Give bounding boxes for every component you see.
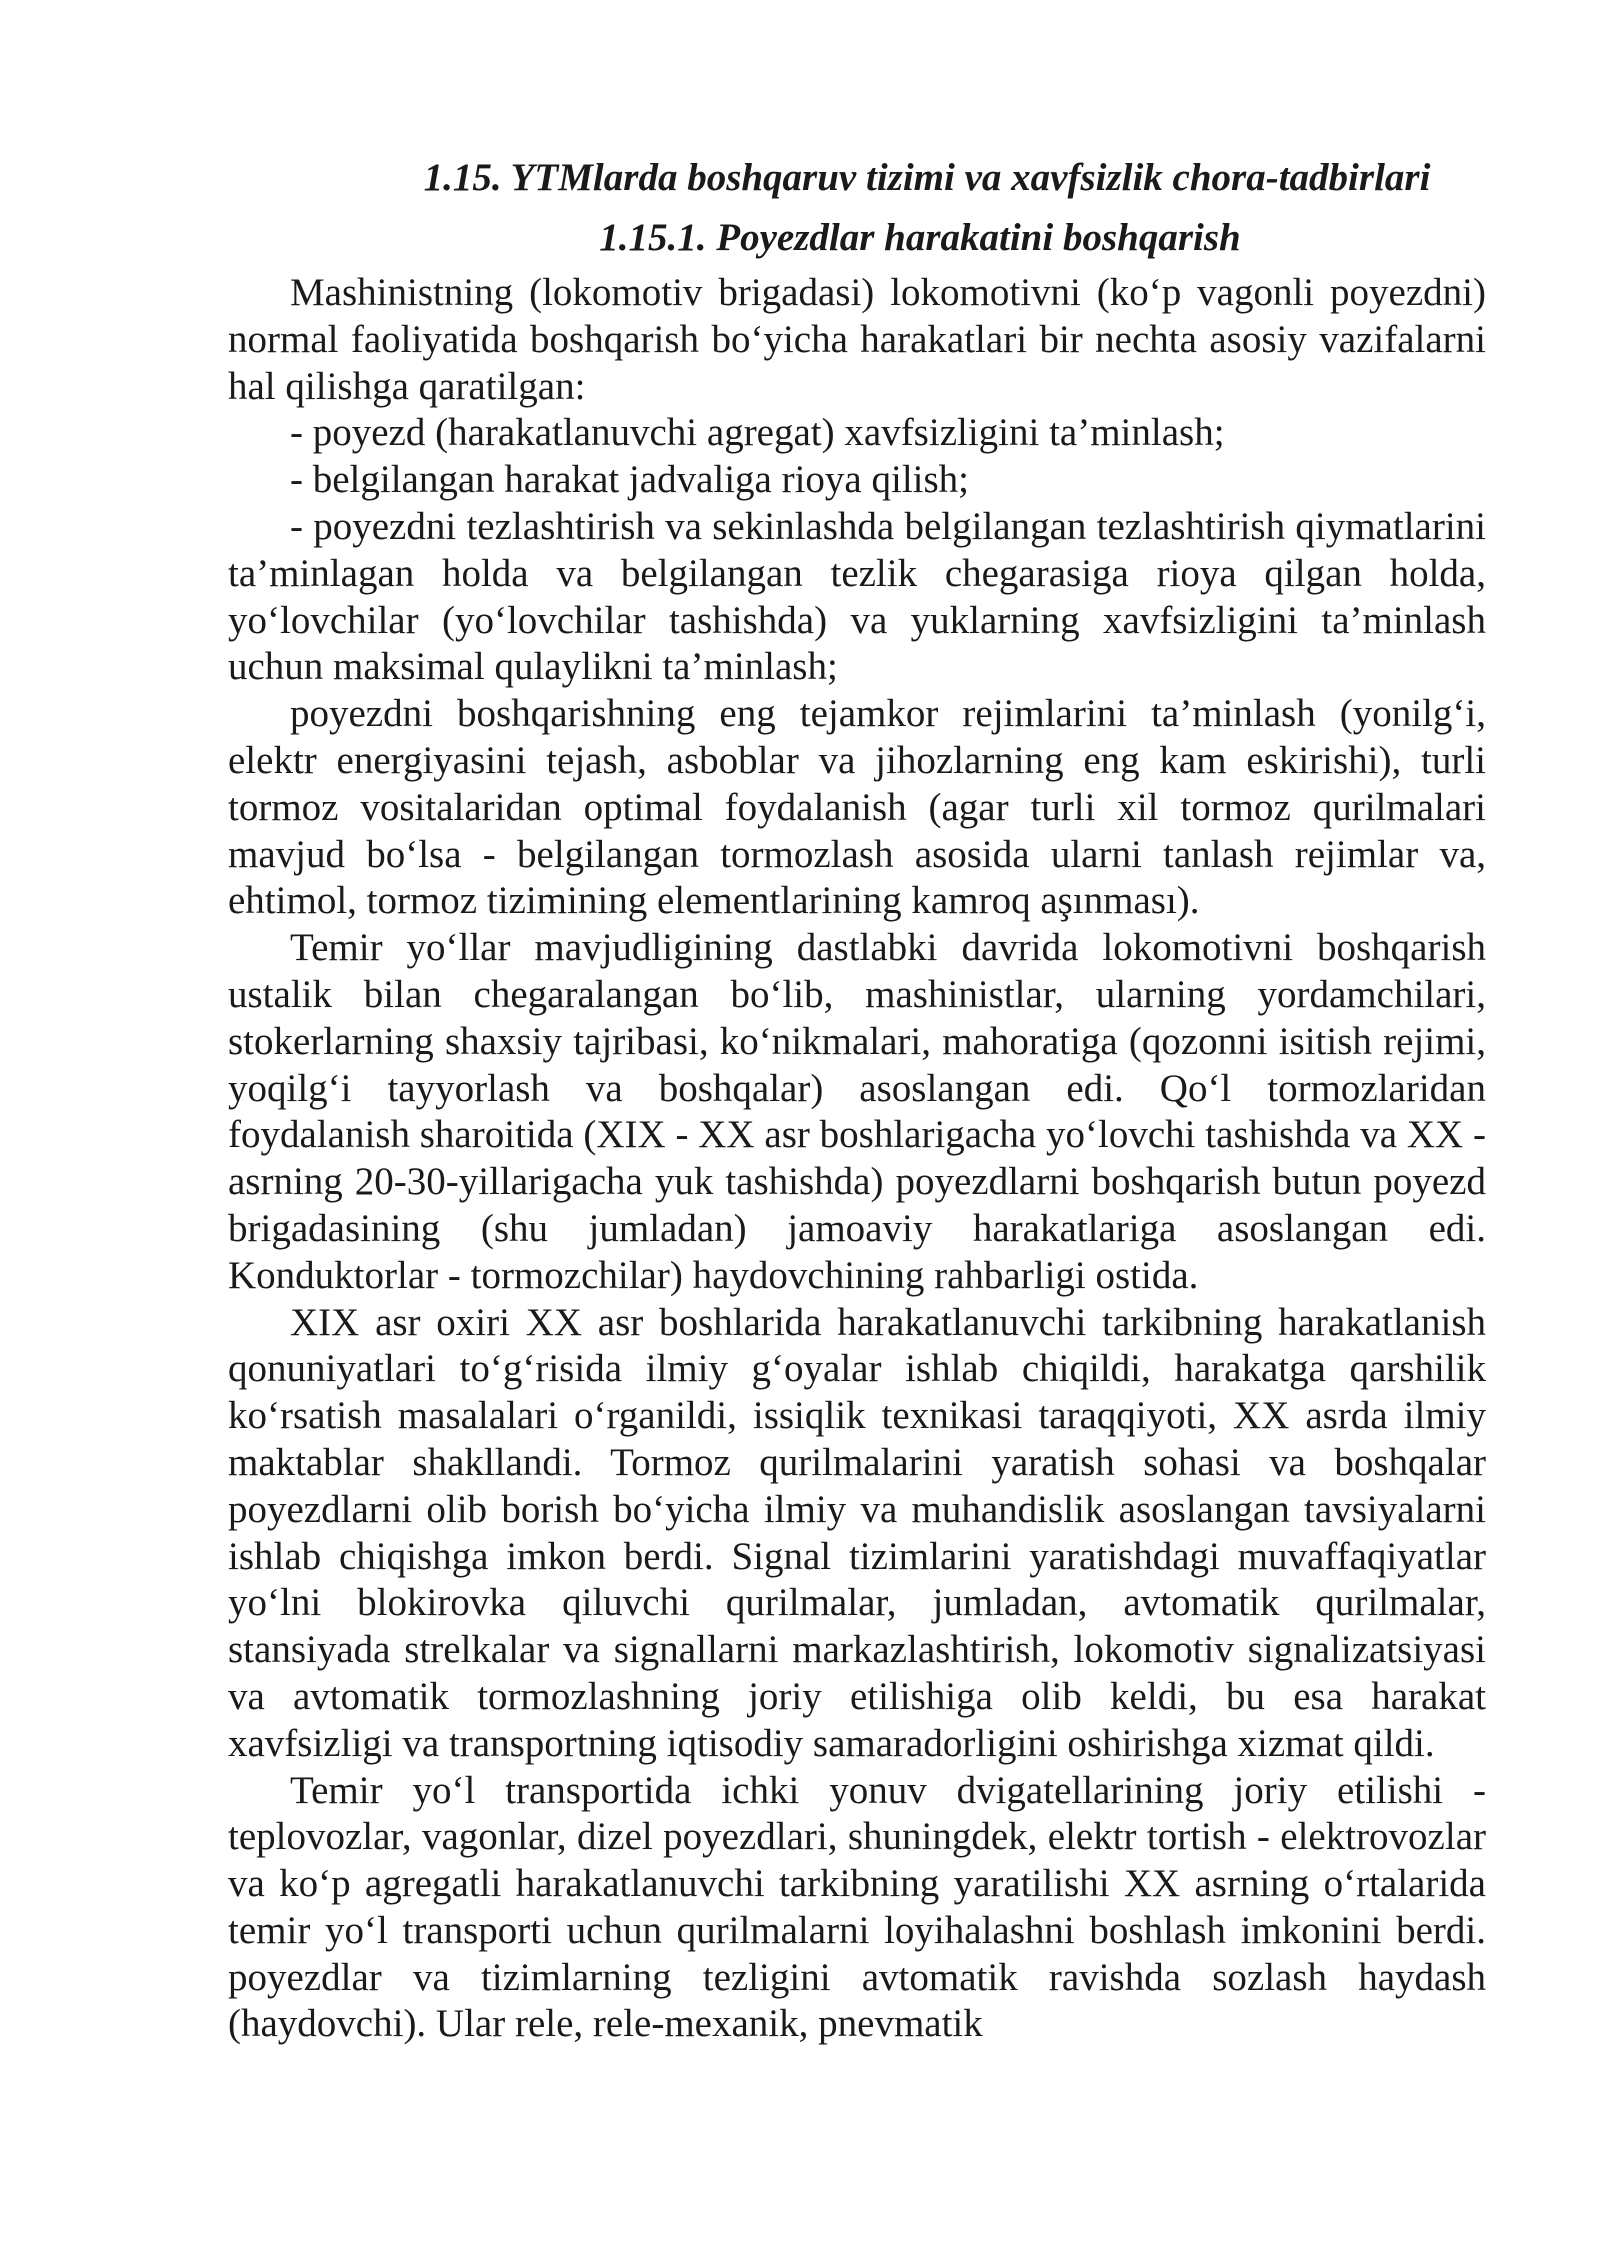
list-item: - poyezdni tezlashtirish va sekinlashda belgilangan tezlashtirish qiymatlarini ta’minlagan holda va belgilangan tezlik chegarasiga rioya qilgan holda, yo‘lovchilar (yo‘lovchilar tashishda) va yuklarning xavfsizligini ta’minlash uchun maksimal qulaylikni ta’minlash;	[228, 504, 1486, 689]
body-paragraph: Temir yo‘l transportida ichki yonuv dvigatellarining joriy etilishi - teplovozlar, vagonlar, dizel poyezdlari, shuningdek, elektr tortish - elektrovozlar va ko‘p agregatli harakatlanuvchi tarkibning yaratilishi XX asrning o‘rtalarida temir yo‘l transporti uchun qurilmalarni loyihalashni boshlash imkonini berdi. poyezdlar va tizimlarning tezligini avtomatik ravishda sozlash haydash (haydovchi). Ular rele, rele-mexanik, pnevmatik	[228, 1768, 1486, 2046]
intro-paragraph: Mashinistning (lokomotiv brigadasi) lokomotivni (ko‘p vagonli poyezdni) normal faoliyatida boshqarish bo‘yicha harakatlari bir nechta asosiy vazifalarni hal qilishga qaratilgan:	[228, 271, 1486, 408]
subsection-title: 1.15.1. Poyezdlar harakatini boshqarish	[599, 216, 1241, 259]
list-item: - poyezd (harakatlanuvchi agregat) xavfsizligini ta’minlash;	[290, 411, 1225, 455]
body-paragraph: poyezdni boshqarishning eng tejamkor rejimlarini ta’minlash (yonilg‘i, elektr energiyasini tejash, asboblar va jihozlarning eng kam eskirishi), turli tormoz vositalaridan optimal foydalanish (agar turli xil tormoz qurilmalari mavjud bo‘lsa - belgilangan tormozlash asosida ularni tanlash rejimlar va, ehtimol, tormoz tizimining elementlarining kamroq aşınması).	[228, 692, 1486, 923]
document-page	[228, 148, 1486, 2048]
body-paragraph: Temir yo‘llar mavjudligining dastlabki davrida lokomotivni boshqarish ustalik bilan chegaralangan bo‘lib, mashinistlar, ularning yordamchilari, stokerlarning shaxsiy tajribasi, ko‘nikmalari, mahoratiga (qozonni isitish rejimi, yoqilg‘i tayyorlash va boshqalar) asoslangan edi. Qo‘l tormozlaridan foydalanish sharoitida (XIX - XX asr boshlarigacha yo‘lovchi tashishda va XX - asrning 20-30-yillarigacha yuk tashishda) poyezdlarni boshqarish butun poyezd brigadasining (shu jumladan) jamoaviy harakatlariga asoslangan edi. Konduktorlar - tormozchilar) haydovchining rahbarligi ostida.	[228, 926, 1486, 1297]
list-item: - belgilangan harakat jadvaliga rioya qilish;	[290, 458, 970, 502]
body-paragraph: XIX asr oxiri XX asr boshlarida harakatlanuvchi tarkibning harakatlanish qonuniyatlari to‘g‘risida ilmiy g‘oyalar ishlab chiqildi, harakatga qarshilik ko‘rsatish masalalari o‘rganildi, issiqlik texnikasi taraqqiyoti, XX asrda ilmiy maktablar shakllandi. Tormoz qurilmalarini yaratish sohasi va boshqalar poyezdlarni olib borish bo‘yicha ilmiy va muhandislik asoslangan tavsiyalarni ishlab chiqishga imkon berdi. Signal tizimlarini yaratishdagi muvaffaqiyatlar yo‘lni blokirovka qiluvchi qurilmalar, jumladan, avtomatik qurilmalar, stansiyada strelkalar va signallarni markazlashtirish, lokomotiv signalizatsiyasi va avtomatik tormozlashning joriy etilishiga olib keldi, bu esa harakat xavfsizligi va transportning iqtisodiy samaradorligini oshirishga xizmat qildi.	[228, 1300, 1486, 1765]
section-title: 1.15. YTMlarda boshqaruv tizimi va xavfsizlik chora-tadbirlari	[423, 156, 1431, 199]
